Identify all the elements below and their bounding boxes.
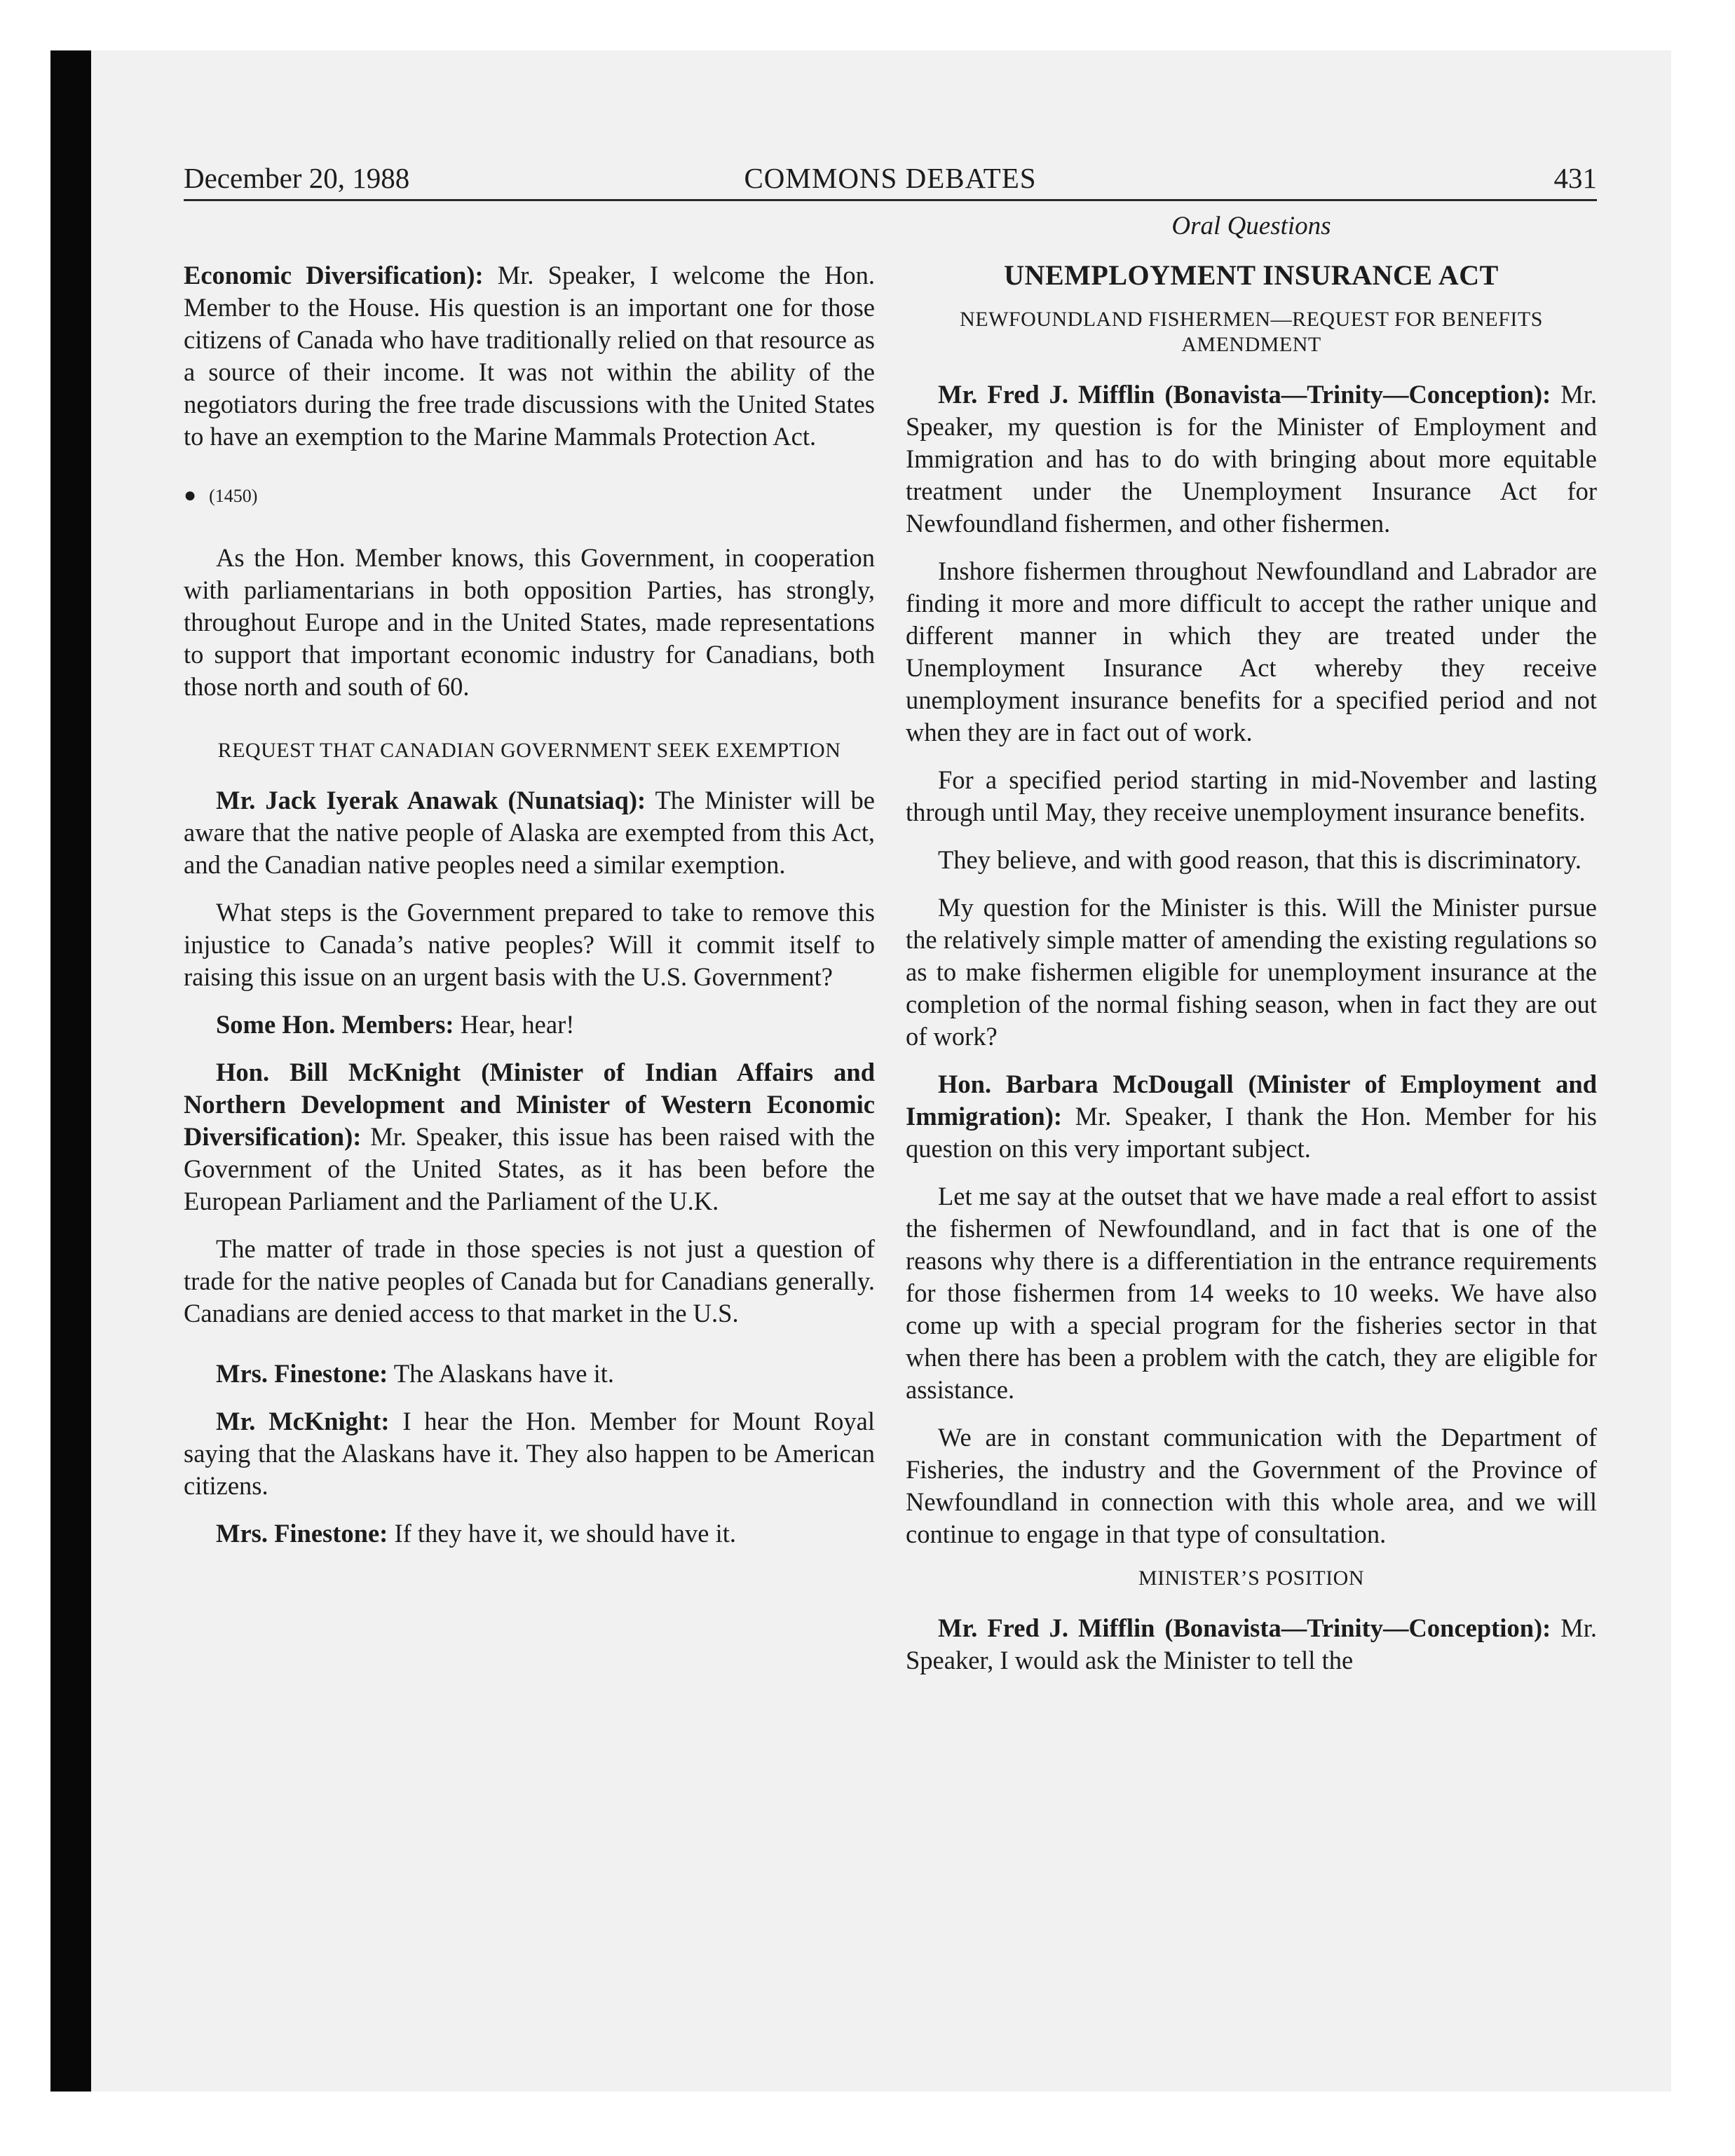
header-title: COMMONS DEBATES bbox=[744, 162, 1037, 194]
paragraph bbox=[184, 896, 875, 993]
speech-text: Mr. Speaker, I would ask the Minister to tell the bbox=[906, 1613, 1597, 1674]
paragraph bbox=[906, 764, 1597, 828]
paragraph bbox=[906, 892, 1597, 1053]
speech-text: If they have it, we should have it. bbox=[388, 1519, 736, 1548]
paragraph bbox=[906, 1612, 1597, 1677]
speaker-name: Mr. Fred J. Mifflin (Bonavista—Trinity—Conception): bbox=[938, 1613, 1551, 1642]
paragraph bbox=[184, 1056, 875, 1217]
speaker-name: Mr. Fred J. Mifflin (Bonavista—Trinity—Conception): bbox=[938, 380, 1551, 409]
speaker-name: Mr. Jack Iyerak Anawak (Nunatsiaq): bbox=[216, 786, 646, 814]
speech-text: Let me say at the outset that we have made a real effort to assist the fishermen of Newfoundland, and in fact that is one of the reasons why there is a differentiation in the entrance requirements for those fishermen from 14 weeks to 10 weeks. We have also come up with a special program for the fisheries sector in that when there has been a problem with the catch, they are eligible for assistance. bbox=[906, 1182, 1597, 1404]
section-subheading: NEWFOUNDLAND FISHERMEN—REQUEST FOR BENEFITS AMENDMENT bbox=[960, 308, 1543, 356]
paragraph bbox=[184, 1405, 875, 1502]
paragraph bbox=[906, 1180, 1597, 1406]
speech-text: The Alaskans have it. bbox=[388, 1359, 615, 1388]
left-column bbox=[184, 210, 875, 1565]
paragraph bbox=[184, 1009, 875, 1041]
section-heading: UNEMPLOYMENT INSURANCE ACT bbox=[1004, 259, 1499, 291]
paragraph bbox=[184, 542, 875, 703]
speech-text: Mr. Speaker, I thank the Hon. Member for his question on this very important subject. bbox=[906, 1102, 1597, 1163]
speech-text: The Minister will be aware that the native people of Alaska are exempted from this Act, and the Canadian native peoples need a similar exemption. bbox=[184, 786, 875, 879]
speech-text: As the Hon. Member knows, this Government, in cooperation with parliamentarians in both opposition Parties, has strongly, throughout Europe and in the United States, made representations to support that important economic industry for Canadians, both those north and south of 60. bbox=[184, 543, 875, 701]
speaker-name: Mr. McKnight: bbox=[216, 1407, 390, 1435]
speech-text: The matter of trade in those species is not just a question of trade for the native peoples of Canada but for Canadians generally. Canadians are denied access to that market in the U.S. bbox=[184, 1234, 875, 1328]
speaker-name: Economic Diversification): bbox=[184, 261, 484, 289]
paragraph bbox=[184, 784, 875, 881]
speaker-name: Mrs. Finestone: bbox=[216, 1359, 388, 1388]
paragraph bbox=[906, 1421, 1597, 1550]
right-column bbox=[906, 210, 1597, 1692]
paragraph bbox=[906, 844, 1597, 876]
speech-text: My question for the Minister is this. Will the Minister pursue the relatively simple matter of amending the existing regulations so as to make fishermen eligible for unemployment insurance at the completion of the normal fishing season, when in fact they are out of work? bbox=[906, 893, 1597, 1051]
timestamp-text: (1450) bbox=[209, 486, 258, 506]
paragraph bbox=[184, 1233, 875, 1330]
paragraph bbox=[906, 1068, 1597, 1165]
speech-text: Mr. Speaker, my question is for the Minister of Employment and Immigration and has to do with bringing about more equitable treatment under the Unemployment Insurance Act for Newfoundland fishermen, and other fishermen. bbox=[906, 380, 1597, 538]
paragraph bbox=[184, 259, 875, 453]
timestamp bbox=[184, 485, 875, 507]
speech-text: Inshore fishermen throughout Newfoundland and Labrador are finding it more and more difficult to accept the rather unique and different manner in which they are treated under the Unemployment Insurance Act whereby they receive unemployment insurance benefits for a specified period and not when they are in fact out of work. bbox=[906, 557, 1597, 746]
paragraph bbox=[906, 555, 1597, 749]
speech-text: We are in constant communication with the Department of Fisheries, the industry and the Government of the Province of Newfoundland in connection with this whole area, and we will continue to engage in that type of consultation. bbox=[906, 1423, 1597, 1548]
speech-text: Hear, hear! bbox=[454, 1010, 575, 1039]
paragraph bbox=[184, 1358, 875, 1390]
section-subheading: MINISTER’S POSITION bbox=[1138, 1567, 1364, 1590]
speech-text: For a specified period starting in mid-November and lasting through until May, they receive unemployment insurance benefits. bbox=[906, 765, 1597, 826]
scan-edge-strip bbox=[50, 50, 91, 2092]
header-date: December 20, 1988 bbox=[184, 162, 410, 194]
page-header bbox=[184, 154, 1597, 201]
speech-text: They believe, and with good reason, that this is discriminatory. bbox=[938, 845, 1582, 874]
speech-text: What steps is the Government prepared to take to remove this injustice to Canada’s native peoples? Will it commit itself to raising this issue on an urgent basis with the U.S. Government? bbox=[184, 898, 875, 991]
page-number: 431 bbox=[1553, 162, 1597, 194]
speaker-name: Some Hon. Members: bbox=[216, 1010, 454, 1039]
paragraph bbox=[906, 378, 1597, 540]
paragraph bbox=[184, 1517, 875, 1550]
running-head: Oral Questions bbox=[1171, 212, 1331, 240]
speaker-name: Hon. Bill McKnight (Minister of Indian Affairs and Northern Development and Minister of Western Economic Diversification): bbox=[184, 1058, 875, 1151]
speech-text: I hear the Hon. Member for Mount Royal saying that the Alaskans have it. They also happen to be American citizens. bbox=[184, 1407, 875, 1500]
bullet-icon: ● bbox=[184, 484, 197, 507]
speech-text: Mr. Speaker, I welcome the Hon. Member to the House. His question is an important one for those citizens of Canada who have traditionally relied on that resource as a source of their income. It was not within the ability of the negotiators during the free trade discussions with the United States to have an exemption to the Marine Mammals Protection Act. bbox=[184, 261, 875, 451]
speech-text: Mr. Speaker, this issue has been raised with the Government of the United States, as it has been before the European Parliament and the Parliament of the U.K. bbox=[184, 1122, 875, 1215]
speaker-name: Hon. Barbara McDougall (Minister of Employment and Immigration): bbox=[906, 1070, 1597, 1131]
speaker-name: Mrs. Finestone: bbox=[216, 1519, 388, 1548]
section-subheading: REQUEST THAT CANADIAN GOVERNMENT SEEK EXEMPTION bbox=[217, 739, 841, 762]
